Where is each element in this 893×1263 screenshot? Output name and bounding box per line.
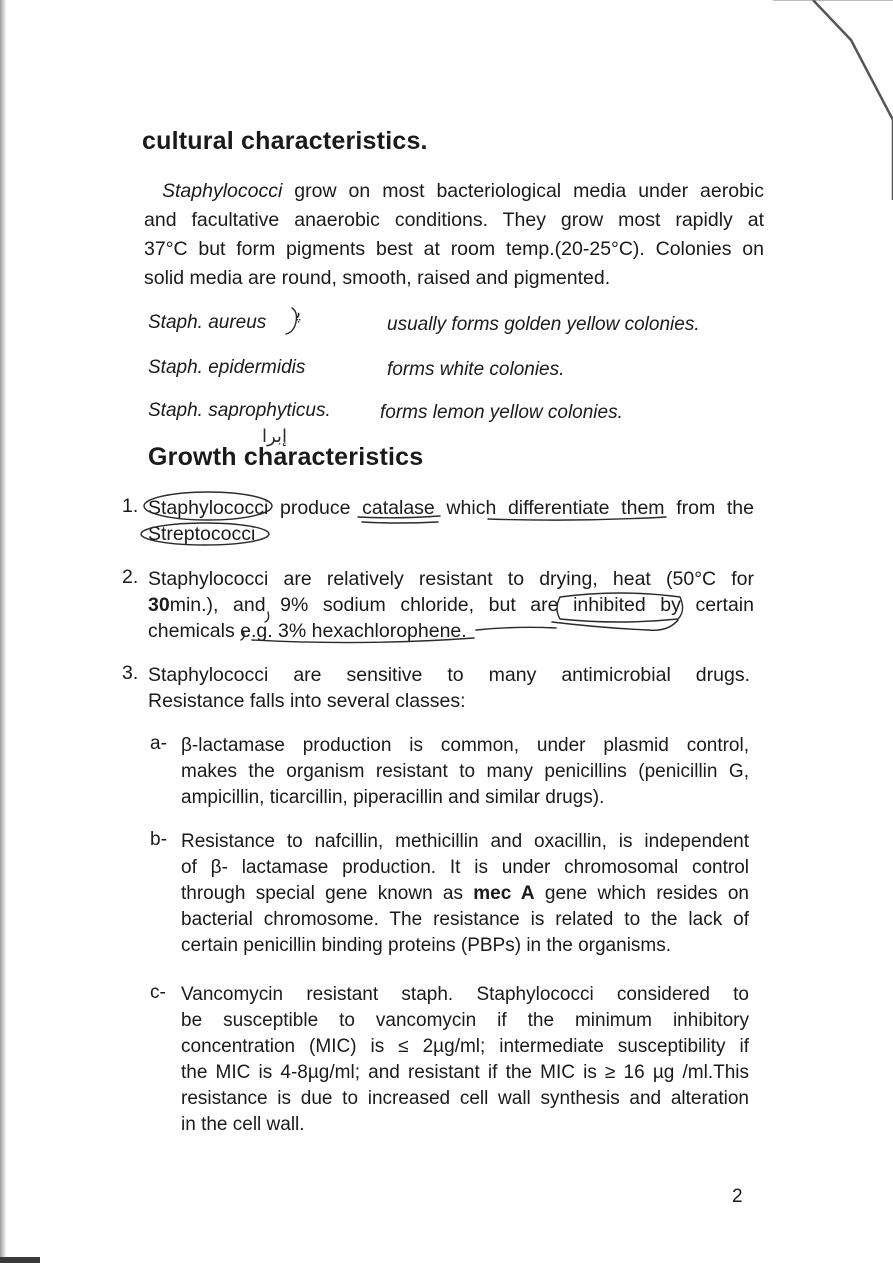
handwritten-hook [286, 308, 297, 334]
paragraph-line: solid media are round, smooth, raised and pigmented. [144, 267, 611, 289]
subitem-line: through special gene known as mec A gene which resides on [181, 883, 750, 904]
subitem-line: the MIC is 4-8µg/ml; and resistant if the MIC is ≥ 16 µg /ml.This [181, 1062, 749, 1083]
subitem-line: makes the organism resistant to many penicillins (penicillin G, [181, 761, 749, 782]
item-number: 2. [122, 566, 139, 588]
species-desc-saprophyticus: forms lemon yellow colonies. [380, 402, 623, 423]
paragraph-line: 37°C but form pigments best at room temp.(20-25°C). Colonies on [144, 238, 764, 260]
item-line: Staphylococci are relatively resistant to drying, heat (50°C for [148, 568, 754, 590]
paragraph-line: and facultative anaerobic conditions. They grow most rapidly at [144, 209, 764, 231]
bold-number: 30 [148, 594, 170, 616]
subitem-a [181, 733, 749, 811]
handwritten-note: ﭘ [296, 302, 302, 323]
paragraph-line [144, 177, 764, 206]
subitem-line: Vancomycin resistant staph. Staphylococci considered to [181, 984, 749, 1005]
subitem-line: concentration (MIC) is ≤ 2µg/ml; intermediate susceptibility if [181, 1036, 749, 1057]
cultural-paragraph [144, 177, 764, 293]
genus-name: Staphylococci [162, 180, 283, 202]
subitem-line: resistance is due to increased cell wall synthesis and alteration [181, 1088, 749, 1109]
subitem-c [181, 982, 749, 1138]
subitem-line: bacterial chromosome. The resistance is related to the lack of [181, 909, 749, 930]
heading-cultural-characteristics: cultural characteristics. [142, 127, 428, 155]
subitem-line: be susceptible to vancomycin if the minimum inhibitory [181, 1010, 749, 1031]
item-line: Staphylococci are sensitive to many antimicrobial drugs. [148, 664, 750, 686]
item-line: Staphylococci produce catalase which differentiate them from the [148, 497, 754, 519]
subitem-line: Resistance to nafcillin, methicillin and oxacillin, is independent [181, 831, 749, 852]
subitem-line: of β- lactamase production. It is under chromosomal control [181, 857, 749, 878]
item-line: Resistance falls into several classes: [148, 690, 466, 712]
subitem-b [181, 829, 749, 959]
page-number: 2 [732, 1186, 743, 1207]
growth-item-1 [148, 495, 754, 547]
scan-left-edge [0, 0, 7, 1263]
item-line: chemicals e.g. 3% hexachlorophene. [148, 620, 467, 642]
species-name-saprophyticus: Staph. saprophyticus. [148, 400, 331, 421]
species-desc-epidermidis: forms white colonies. [387, 359, 565, 380]
item-number: 1. [122, 495, 139, 517]
subitem-line: certain penicillin binding proteins (PBPs) in the organisms. [181, 935, 672, 956]
item-number: 3. [122, 662, 139, 684]
subitem-line: in the cell wall. [181, 1114, 305, 1135]
growth-item-3 [148, 662, 750, 714]
item-line: 30min.), and 9% sodium chloride, but are inhibited by certain [148, 594, 754, 616]
gene-name: mec A [473, 883, 535, 904]
species-name-aureus: Staph. aureus [148, 312, 267, 333]
page-corner-fold [773, 0, 893, 260]
scan-bottom-mark [0, 1257, 40, 1263]
subitem-line: ampicillin, ticarcillin, piperacillin and similar drugs). [181, 787, 605, 808]
subitem-label: c- [150, 982, 166, 1003]
paragraph-text: grow on most bacteriological media under aerobic [282, 180, 764, 202]
item-line: Streptococci [148, 523, 256, 545]
subitem-label: b- [150, 829, 167, 850]
growth-item-2 [148, 566, 754, 644]
species-desc-aureus: usually forms golden yellow colonies. [387, 314, 700, 335]
subitem-label: a- [150, 733, 167, 754]
heading-growth-characteristics: Growth characteristics [148, 443, 424, 471]
species-name-epidermidis: Staph. epidermidis [148, 357, 306, 378]
handwritten-note: إبرا [262, 426, 287, 447]
subitem-line: β-lactamase production is common, under plasmid control, [181, 735, 749, 756]
